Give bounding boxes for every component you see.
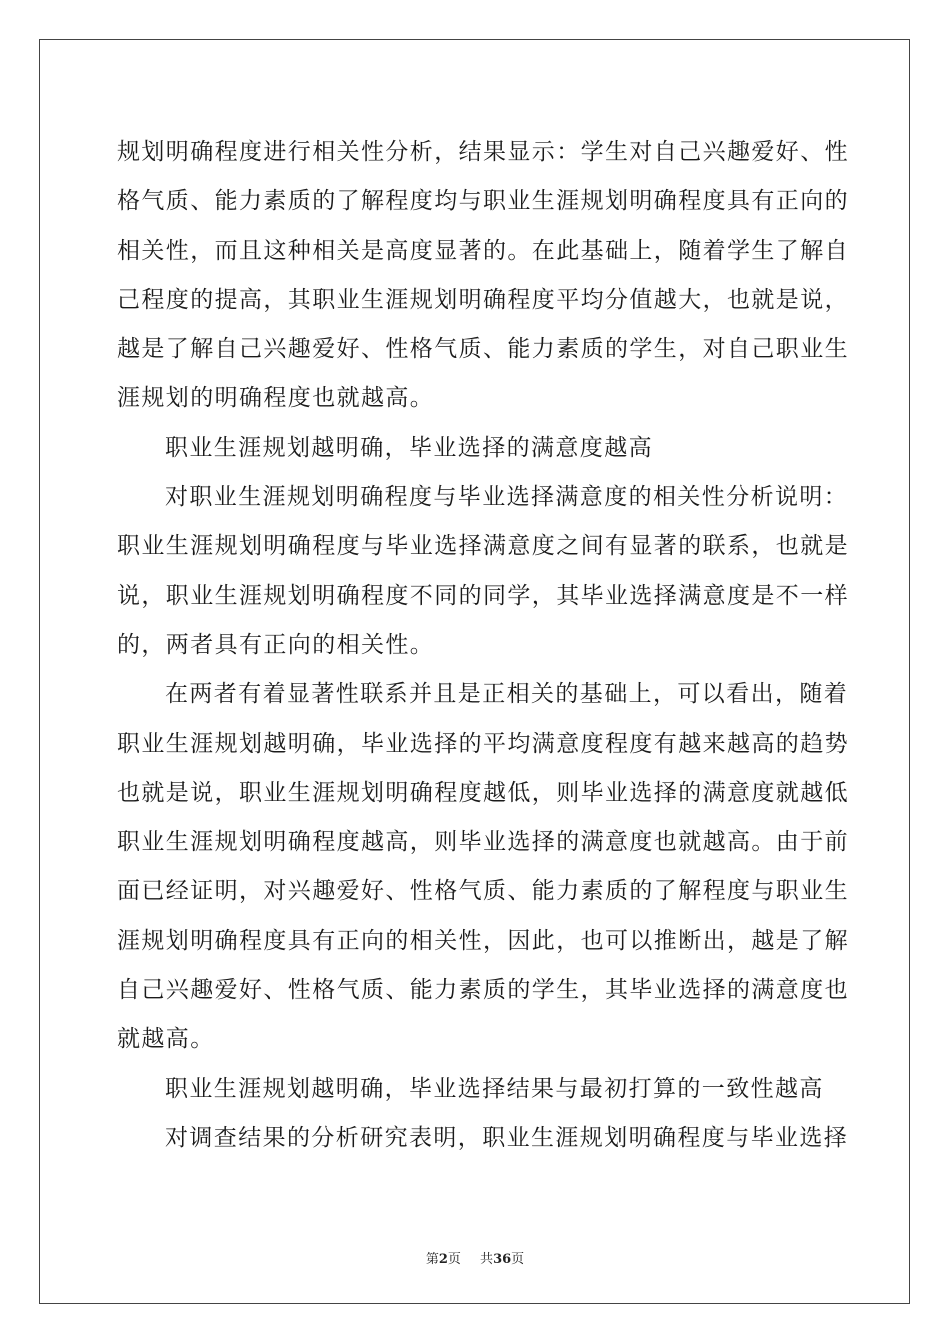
text-line: 也就是说，职业生涯规划明确程度越低，则毕业选择的满意度就越低 <box>117 779 849 806</box>
document-body <box>117 128 849 1163</box>
text-line: 职业生涯规划越明确，毕业选择的满意度越高 <box>165 434 653 461</box>
text-line: 涯规划明确程度具有正向的相关性，因此，也可以推断出，越是了解 <box>117 927 849 954</box>
text-line: 说，职业生涯规划明确程度不同的同学，其毕业选择满意度是不一样 <box>117 582 849 609</box>
text-line: 自己兴趣爱好、性格气质、能力素质的学生，其毕业选择的满意度也 <box>117 977 849 1004</box>
text-line: 职业生涯规划越明确，毕业选择结果与最初打算的一致性越高 <box>165 1075 824 1102</box>
text-line: 对职业生涯规划明确程度与毕业选择满意度的相关性分析说明： <box>165 484 849 511</box>
text-line: 规划明确程度进行相关性分析，结果显示：学生对自己兴趣爱好、性 <box>117 139 849 165</box>
text-line: 越是了解自己兴趣爱好、性格气质、能力素质的学生，对自己职业生 <box>117 336 849 363</box>
text-line: 职业生涯规划越明确，毕业选择的平均满意度程度有越来越高的趋势 <box>117 730 849 757</box>
page-suffix: 页 <box>447 1252 461 1267</box>
text-line: 就越高。 <box>117 1026 215 1053</box>
total-suffix: 页 <box>511 1252 525 1267</box>
total-prefix: 共 <box>480 1252 494 1267</box>
text-line: 职业生涯规划明确程度越高，则毕业选择的满意度也就越高。由于前 <box>117 829 849 856</box>
text-line: 面已经证明，对兴趣爱好、性格气质、能力素质的了解程度与职业生 <box>117 878 849 905</box>
text-line: 职业生涯规划明确程度与毕业选择满意度之间有显著的联系，也就是 <box>117 533 849 560</box>
text-line: 格气质、能力素质的了解程度均与职业生涯规划明确程度具有正向的 <box>117 188 849 215</box>
text-line: 涯规划的明确程度也就越高。 <box>117 385 435 412</box>
page-number: 2 <box>438 1252 448 1267</box>
page-indicator <box>426 1252 461 1267</box>
text-line: 的，两者具有正向的相关性。 <box>117 631 435 658</box>
total-pages: 36 <box>493 1252 512 1267</box>
text-line: 对调查结果的分析研究表明，职业生涯规划明确程度与毕业选择 <box>165 1124 849 1151</box>
text-line: 在两者有着显著性联系并且是正相关的基础上，可以看出，随着 <box>165 681 849 708</box>
text-line: 己程度的提高，其职业生涯规划明确程度平均分值越大，也就是说， <box>117 286 849 313</box>
total-indicator <box>480 1252 524 1267</box>
text-line: 相关性，而且这种相关是高度显著的。在此基础上，随着学生了解自 <box>117 237 849 264</box>
page-footer <box>0 1248 950 1267</box>
page-prefix: 第 <box>425 1252 439 1267</box>
